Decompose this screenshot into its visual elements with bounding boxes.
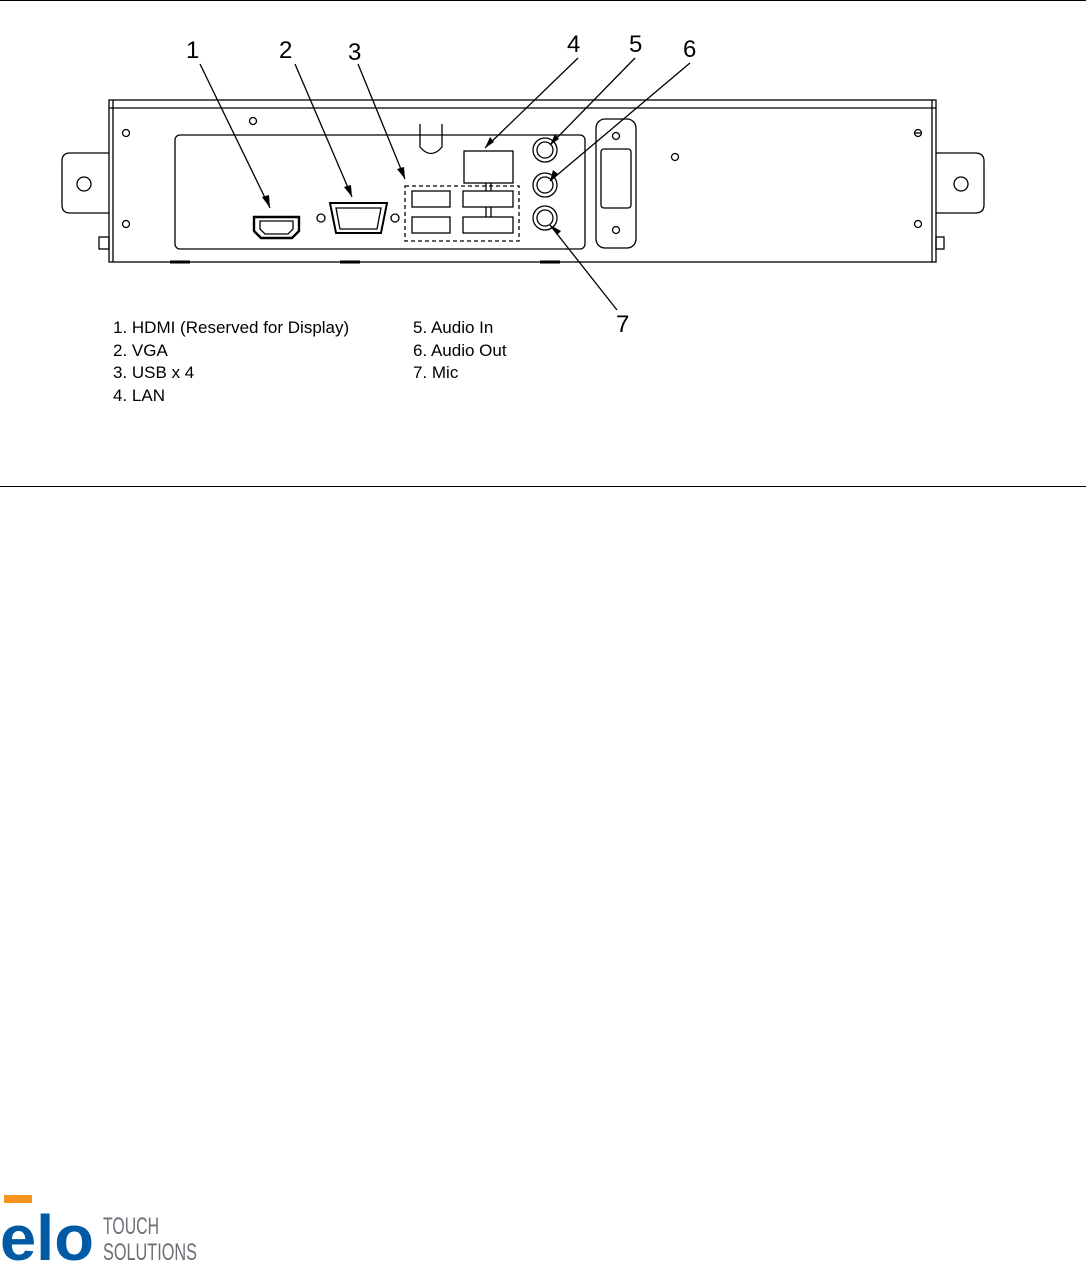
leader-line-2	[295, 64, 352, 197]
legend-item-audio-out: 6. Audio Out	[413, 340, 507, 360]
legend-item-mic: 7. Mic	[413, 363, 459, 382]
chassis-outline	[109, 100, 936, 262]
leader-line-7	[550, 225, 617, 310]
usb-port-1	[412, 191, 450, 207]
usb-port-3	[463, 191, 513, 207]
io-panel-recess	[175, 135, 585, 249]
logo-word: elo	[0, 1202, 94, 1263]
leader-line-1	[200, 64, 270, 208]
callout-1: 1	[186, 37, 200, 64]
legend-item-lan: 4. LAN	[113, 385, 165, 405]
usb-port-4	[463, 217, 513, 233]
legend-right	[413, 317, 507, 385]
callout-6: 6	[683, 36, 697, 63]
legend-item-usb: 3. USB x 4	[113, 363, 195, 382]
right-mounting-bracket	[936, 153, 984, 213]
elo-touch-solutions-logo	[0, 1190, 220, 1263]
leader-line-3	[358, 64, 405, 179]
lan-port	[464, 151, 513, 183]
rear-io-panel-diagram	[0, 0, 1086, 480]
logo-line-touch: TOUCH	[103, 1213, 159, 1240]
handle-slot	[596, 119, 636, 248]
callout-7: 7	[616, 311, 630, 338]
legend-item-audio-in: 5. Audio In	[413, 318, 494, 337]
legend-item-hdmi: 1. HDMI (Reserved for Display)	[113, 318, 350, 337]
legend-left	[113, 317, 349, 407]
usb-port-2	[412, 217, 450, 233]
leader-line-5	[550, 58, 635, 145]
hdmi-port	[254, 217, 299, 238]
left-mounting-bracket	[62, 153, 109, 213]
leader-line-6	[550, 63, 690, 181]
callout-3: 3	[348, 39, 362, 66]
callout-5: 5	[629, 31, 643, 58]
bottom-rule	[0, 486, 1086, 487]
logo-line-solutions: SOLUTIONS	[103, 1239, 197, 1263]
callout-4: 4	[567, 31, 581, 58]
callout-2: 2	[279, 37, 293, 64]
legend-item-vga: 2. VGA	[113, 340, 168, 360]
